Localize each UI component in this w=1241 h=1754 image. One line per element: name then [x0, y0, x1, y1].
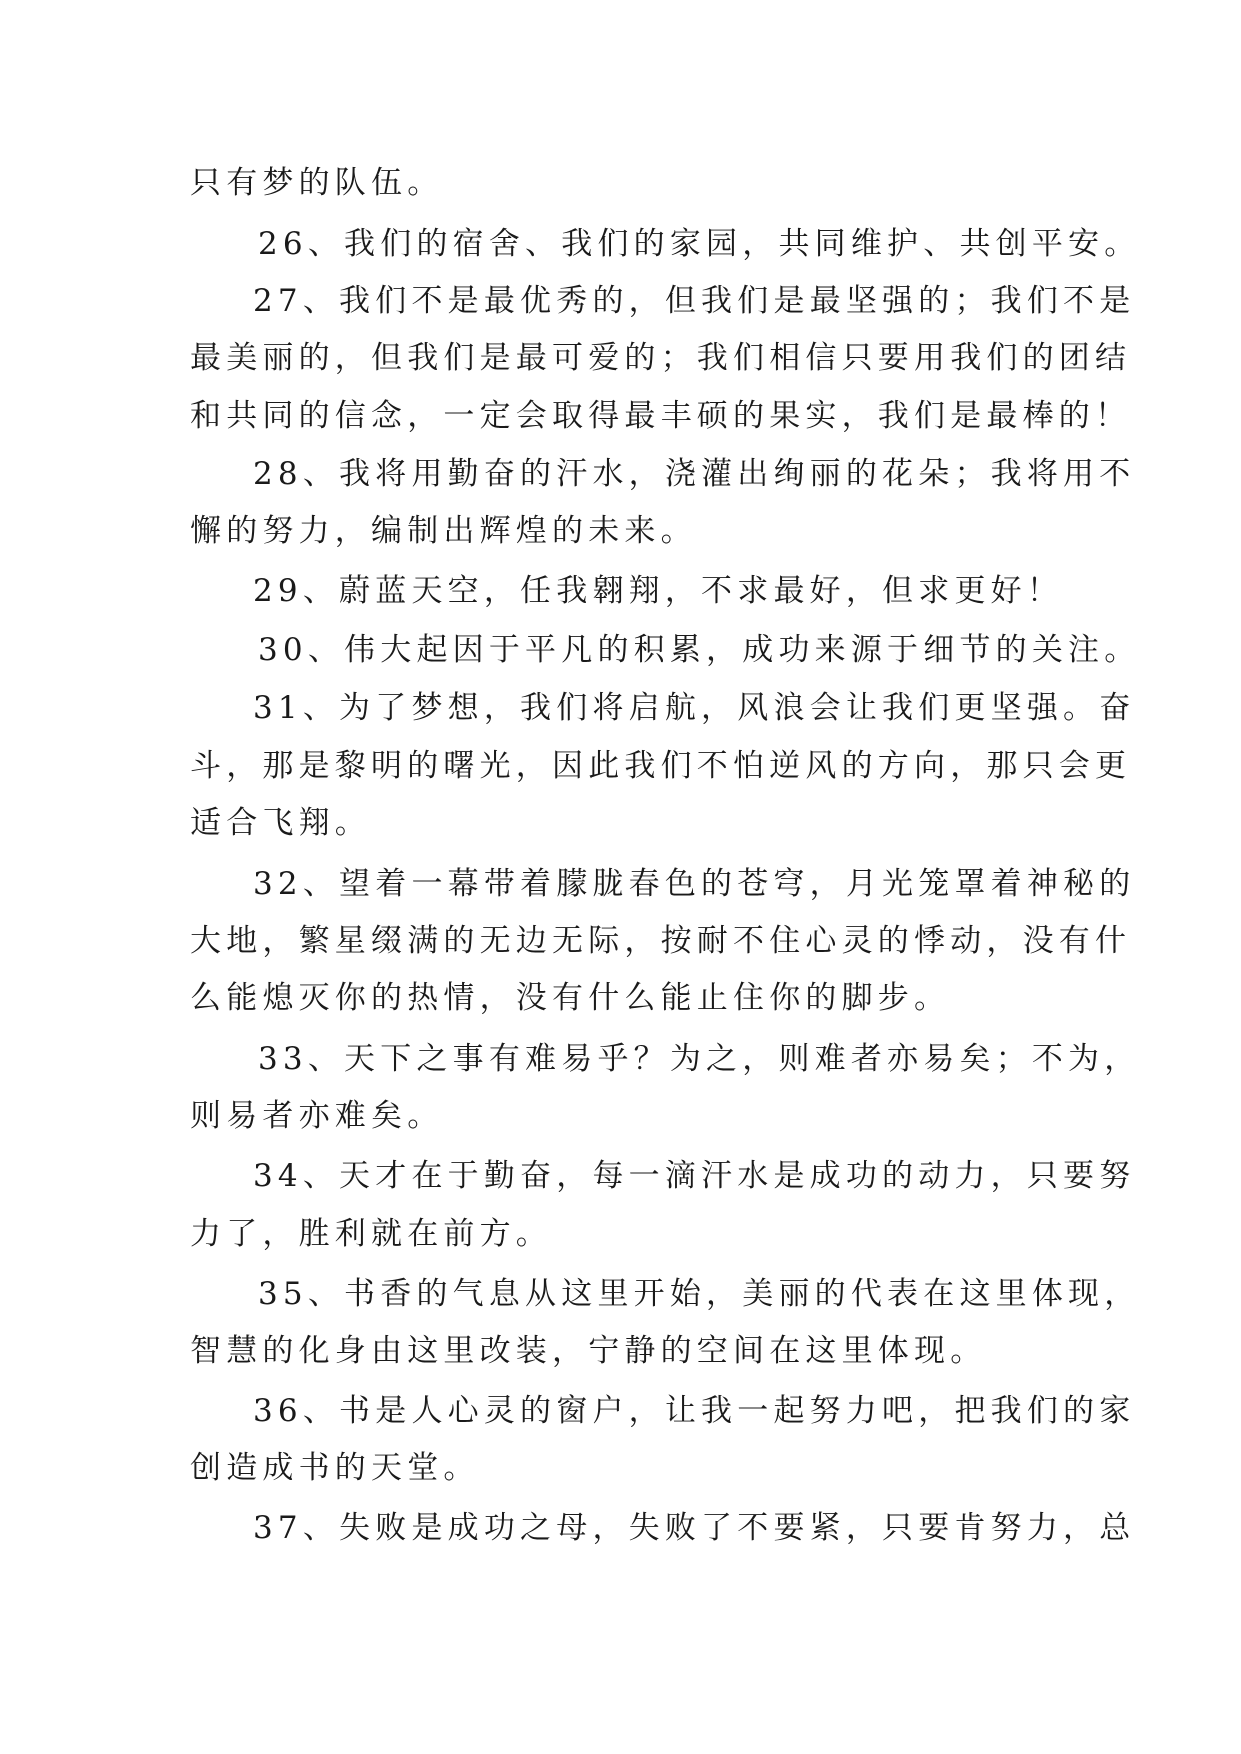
- text-line: 懈的努力，编制出辉煌的未来。: [190, 513, 697, 549]
- text-line: 34、天才在于勤奋，每一滴汗水是成功的动力，只要努: [253, 1158, 1136, 1194]
- text-line: 只有梦的队伍。: [190, 165, 444, 201]
- text-line: 27、我们不是最优秀的，但我们是最坚强的；我们不是: [253, 283, 1136, 319]
- text-line: 适合飞翔。: [190, 805, 371, 841]
- text-line: 36、书是人心灵的窗户，让我一起努力吧，把我们的家: [253, 1393, 1136, 1429]
- text-line: 33、天下之事有难易乎？为之，则难者亦易矣；不为，: [258, 1041, 1141, 1077]
- text-line: 和共同的信念，一定会取得最丰硕的果实，我们是最棒的！: [190, 398, 1132, 434]
- text-line: 大地，繁星缀满的无边无际，按耐不住心灵的悸动，没有什: [190, 923, 1132, 959]
- text-line: 么能熄灭你的热情，没有什么能止住你的脚步。: [190, 980, 951, 1016]
- text-line: 32、望着一幕带着朦胧春色的苍穹，月光笼罩着神秘的: [253, 866, 1136, 902]
- text-line: 智慧的化身由这里改装，宁静的空间在这里体现。: [190, 1333, 987, 1369]
- text-line: 29、蔚蓝天空，任我翱翔，不求最好，但求更好！: [253, 573, 1064, 609]
- text-line: 31、为了梦想，我们将启航，风浪会让我们更坚强。奋: [253, 690, 1136, 726]
- text-line: 30、伟大起因于平凡的积累，成功来源于细节的关注。: [258, 632, 1141, 668]
- text-line: 力了，胜利就在前方。: [190, 1216, 552, 1252]
- text-line: 28、我将用勤奋的汗水，浇灌出绚丽的花朵；我将用不: [253, 456, 1136, 492]
- text-line: 创造成书的天堂。: [190, 1450, 480, 1486]
- text-line: 斗，那是黎明的曙光，因此我们不怕逆风的方向，那只会更: [190, 748, 1132, 784]
- text-line: 37、失败是成功之母，失败了不要紧，只要肯努力，总: [253, 1510, 1136, 1546]
- text-line: 35、书香的气息从这里开始，美丽的代表在这里体现，: [258, 1276, 1141, 1312]
- text-line: 最美丽的，但我们是最可爱的；我们相信只要用我们的团结: [190, 340, 1132, 376]
- text-line: 则易者亦难矣。: [190, 1098, 444, 1134]
- text-line: 26、我们的宿舍、我们的家园，共同维护、共创平安。: [258, 226, 1141, 262]
